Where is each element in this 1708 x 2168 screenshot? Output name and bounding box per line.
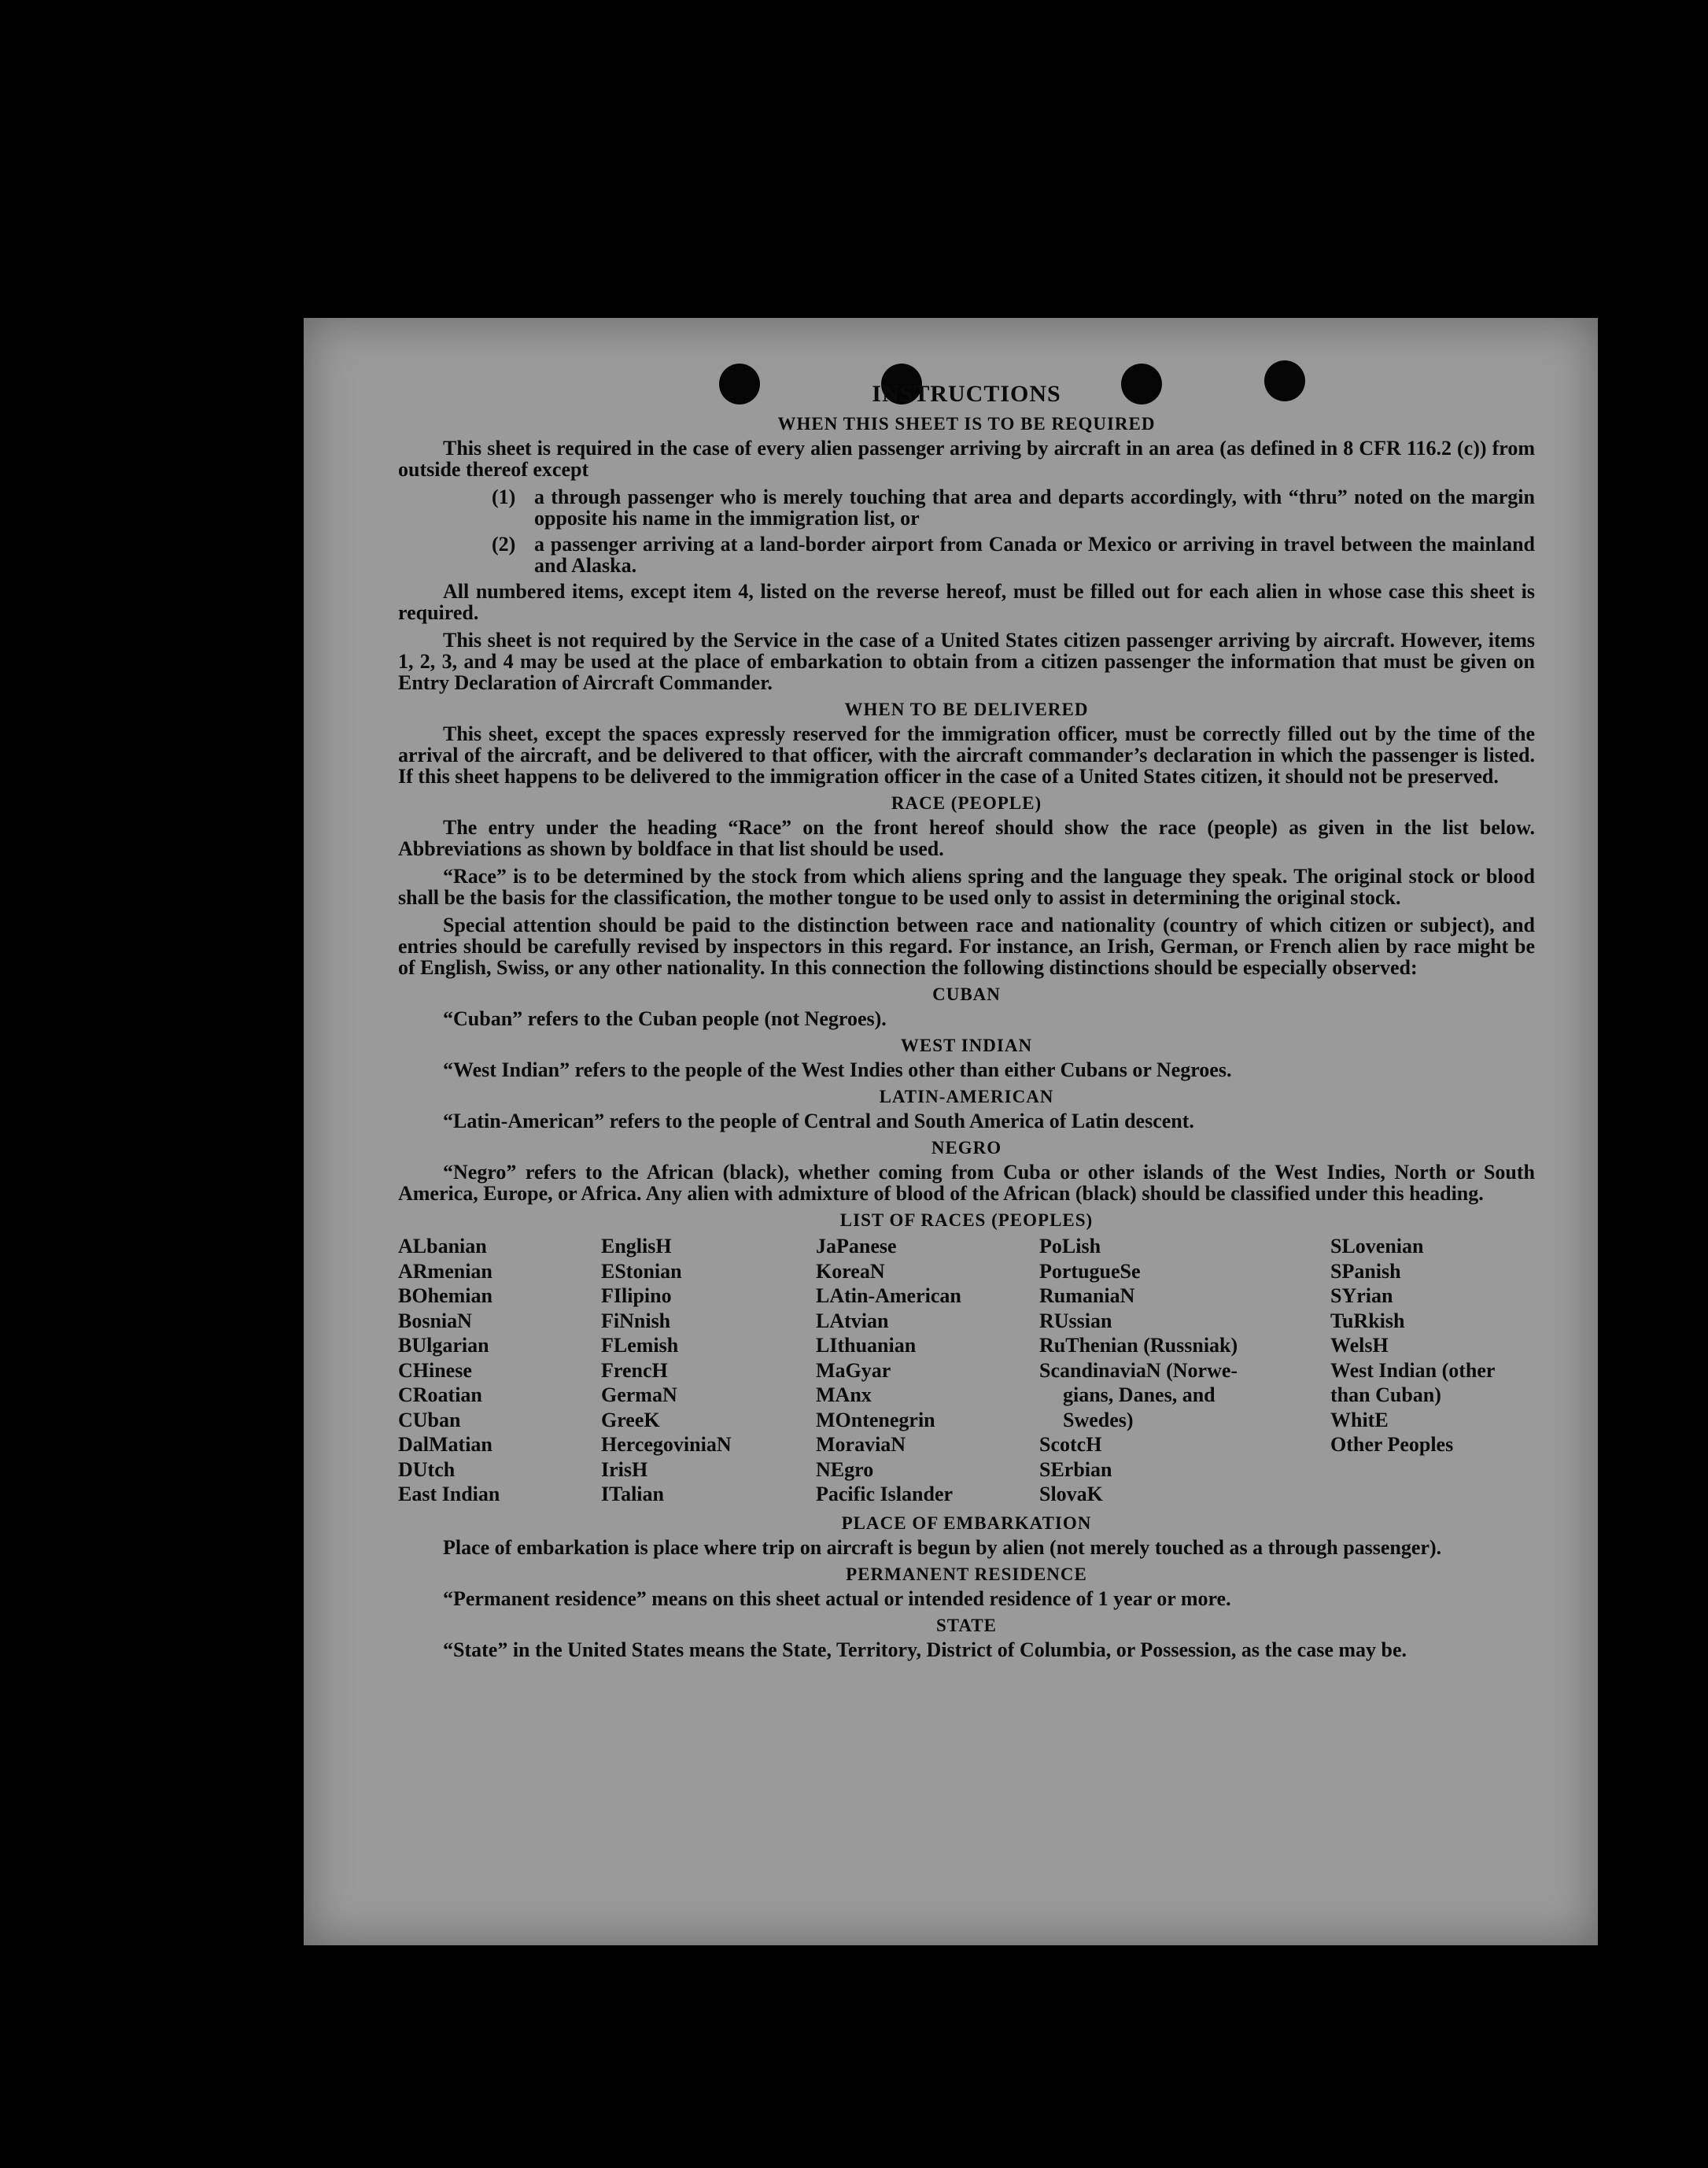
race-list [398,1234,1535,1507]
section-heading: NEGRO [931,1138,1002,1158]
race-entry: GermaN [601,1383,677,1406]
paragraph: “State” in the United States means the State, Territory, District of Columbia, or Possession, as the case may be. [443,1638,1407,1661]
race-entry: than Cuban) [1330,1383,1441,1406]
race-entry: LAtvian [816,1309,889,1332]
race-entry: BUlgarian [398,1334,489,1357]
race-entry: NEgro [816,1457,874,1481]
paragraph: Special attention should be paid to the distinction between race and nationality (country of which citizen or subject), and entries should be carefully revised by inspectors in this regard. For instance, an Irish, German, or French alien by race might be of English, Swiss, or any other nationality. In this connection the following distinctions should be especially observed: [398,914,1535,979]
race-entry: DalMatian [398,1433,492,1456]
race-entry: ScandinaviaN (Norwe- [1039,1358,1238,1382]
race-entry: gians, Danes, and [1063,1383,1216,1406]
race-entry: RUssian [1039,1309,1112,1332]
race-entry: BosniaN [398,1309,472,1332]
section-heading: LATIN-AMERICAN [879,1087,1054,1106]
paragraph: “Permanent residence” means on this sheet actual or intended residence of 1 year or more. [443,1586,1231,1610]
race-entry: LIthuanian [816,1334,917,1357]
race-entry: FiNnish [601,1309,671,1332]
instructions-content [398,381,1535,1667]
race-entry: FLemish [601,1334,679,1357]
race-entry: CUban [398,1408,461,1431]
paragraph: “Latin-American” refers to the people of Central and South America of Latin descent. [443,1110,1194,1132]
paragraph: The entry under the heading “Race” on the front hereof should show the race (people) as given in the list below. Abbreviations as shown by boldface in that list should be used. [398,816,1535,860]
race-column [601,1234,816,1507]
race-entry: East Indian [398,1483,500,1505]
section-heading: WEST INDIAN [900,1036,1033,1055]
paragraph: This sheet is required in the case of every alien passenger arriving by aircraft in an area (as defined in 8 CFR 116.2 (c)) from outside thereof except [398,437,1535,481]
race-entry: MAnx [816,1383,872,1406]
item-number: (2) [492,533,516,556]
section-heading: PLACE OF EMBARKATION [841,1512,1092,1533]
race-column [1039,1234,1330,1507]
race-entry: MoraviaN [816,1433,906,1456]
race-entry: MOntenegrin [816,1408,935,1431]
race-entry: WelsH [1330,1334,1389,1357]
document-sheet [304,318,1598,1945]
section-heading: LIST OF RACES (PEOPLES) [839,1210,1094,1230]
race-entry: GreeK [601,1408,660,1431]
race-entry: CHinese [398,1358,472,1382]
race-entry: IrisH [601,1457,648,1481]
paragraph: “West Indian” refers to the people of the West Indies other than either Cubans or Negroes. [443,1058,1232,1081]
race-entry: JaPanese [816,1235,897,1258]
race-entry: RumaniaN [1039,1284,1135,1307]
item-number: (1) [492,486,516,508]
section-heading: STATE [935,1615,997,1635]
race-entry: TuRkish [1330,1309,1405,1332]
race-entry: WhitE [1330,1408,1389,1431]
race-entry: ARmenian [398,1259,492,1283]
race-entry: CRoatian [398,1383,482,1406]
race-entry: ALbanian [398,1235,487,1258]
race-entry: EnglisH [601,1235,672,1258]
paragraph: “Cuban” refers to the Cuban people (not Negroes). [443,1007,887,1030]
section-heading: CUBAN [932,984,1001,1004]
race-entry: West Indian (other [1330,1358,1496,1382]
race-entry: SPanish [1330,1259,1401,1283]
race-column [816,1234,1039,1507]
race-entry: FIlipino [601,1284,672,1307]
section-heading: WHEN THIS SHEET IS TO BE REQUIRED [777,414,1156,434]
paragraph: All numbered items, except item 4, listed on the reverse hereof, must be filled out for each alien in whose case this sheet is required. [398,580,1535,624]
race-entry: SLovenian [1330,1235,1424,1258]
race-entry: SYrian [1330,1284,1393,1307]
race-entry: SErbian [1039,1457,1112,1481]
paragraph: “Negro” refers to the African (black), whether coming from Cuba or other islands of the West Indies, North or South America, Europe, or Africa. Any alien with admixture of blood of the African (black) should be classified under this heading. [398,1161,1535,1205]
exception-item [398,534,1535,576]
section-heading: PERMANENT RESIDENCE [846,1564,1087,1584]
race-entry: SlovaK [1039,1483,1103,1505]
race-entry: PoLish [1039,1235,1101,1258]
paragraph: “Race” is to be determined by the stock from which aliens spring and the language they speak. The original stock or blood shall be the basis for the classification, the mother tongue to be used only to assist in determining the original stock. [398,865,1535,909]
race-entry: Other Peoples [1330,1433,1454,1456]
race-column [398,1234,601,1507]
race-entry: ITalian [601,1483,664,1505]
race-entry: MaGyar [816,1358,891,1382]
race-entry: KoreaN [816,1259,885,1283]
race-entry: BOhemian [398,1284,492,1307]
race-entry: FrencH [601,1358,668,1382]
section-heading: WHEN TO BE DELIVERED [844,700,1089,719]
race-entry: HercegoviniaN [601,1433,732,1456]
race-entry: ScotcH [1039,1433,1102,1456]
section-heading: RACE (PEOPLE) [891,793,1042,813]
paragraph: This sheet is not required by the Service in the case of a United States citizen passenger arriving by aircraft. However, items 1, 2, 3, and 4 may be used at the place of embarkation to obtain from a citizen passenger the information that must be given on Entry Declaration of Aircraft Commander. [398,629,1535,694]
page-title: INSTRUCTIONS [872,381,1061,407]
race-entry: DUtch [398,1457,456,1481]
race-entry: Pacific Islander [816,1483,954,1505]
race-column [1330,1234,1535,1507]
exception-item [398,486,1535,529]
race-entry: Swedes) [1063,1408,1134,1431]
item-text: a passenger arriving at a land-border airport from Canada or Mexico or arriving in travel between the mainland and Alaska. [534,533,1535,577]
race-entry: EStonian [601,1259,682,1283]
race-entry: PortugueSe [1039,1259,1141,1283]
race-entry: LAtin-American [816,1284,961,1307]
paragraph: This sheet, except the spaces expressly reserved for the immigration officer, must be correctly filled out by the time of the arrival of the aircraft, and be delivered to that officer, with the aircraft commander’s declaration in which the passenger is listed. If this sheet happens to be delivered to the immigration officer in the case of a United States citizen, it should not be preserved. [398,722,1535,788]
race-entry: RuThenian (Russniak) [1039,1334,1238,1357]
item-text: a through passenger who is merely touching that area and departs accordingly, with “thru” noted on the margin opposite his name in the immigration list, or [534,486,1535,530]
paragraph: Place of embarkation is place where trip on aircraft is begun by alien (not merely touched as a through passenger). [443,1535,1442,1559]
